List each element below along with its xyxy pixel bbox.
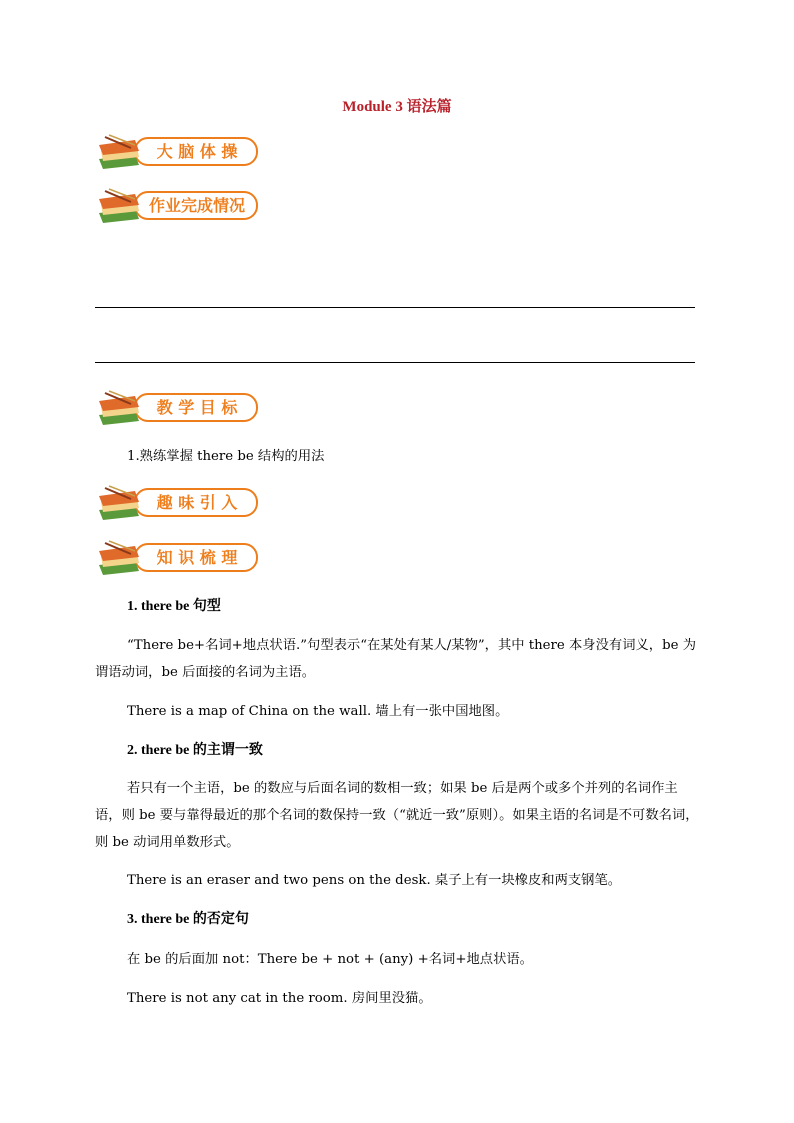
knowledge-body: 若只有一个主语，be 的数应与后面名词的数相一致；如果 be 后是两个或多个并列的名词作主语，则 be 要与靠得最近的那个名词的数保持一致（“就近一致”原则）。如果主语的名词是不可数名词，则 be 动词用单数形式。	[95, 781, 699, 850]
answer-line	[95, 362, 695, 363]
knowledge-example: There is an eraser and two pens on the desk. 桌子上有一块橡皮和两支钢笔。	[127, 873, 622, 888]
section-header-knowledge	[95, 539, 260, 577]
section-header-brain-exercise	[95, 133, 260, 171]
knowledge-example: There is a map of China on the wall. 墙上有一张中国地图。	[127, 704, 509, 719]
knowledge-heading: 2. there be 的主谓一致	[127, 743, 263, 758]
knowledge-heading: 1. there be 句型	[127, 599, 221, 614]
section-header-intro	[95, 484, 260, 522]
answer-line	[95, 307, 695, 308]
section-header-homework	[95, 187, 260, 225]
section-label: 作业完成情况	[148, 196, 245, 215]
knowledge-body: 在 be 的后面加 not：There be + not + (any) +名词+地点状语。	[127, 952, 533, 967]
section-label: 趣 味 引 入	[156, 493, 238, 512]
knowledge-example: There is not any cat in the room. 房间里没猫。	[127, 991, 432, 1006]
page-title: Module 3 语法篇	[342, 99, 452, 115]
section-header-objectives	[95, 389, 260, 427]
section-label: 教 学 目 标	[156, 398, 238, 417]
section-label: 大 脑 体 操	[156, 142, 238, 161]
objective-item: 1.熟练掌握 there be 结构的用法	[127, 449, 325, 464]
section-label: 知 识 梳 理	[156, 548, 238, 567]
knowledge-heading: 3. there be 的否定句	[127, 912, 249, 927]
knowledge-body: “There be+名词+地点状语.”句型表示“在某处有某人/某物”，其中 there 本身没有词义，be 为谓语动词，be 后面接的名词为主语。	[95, 638, 696, 680]
